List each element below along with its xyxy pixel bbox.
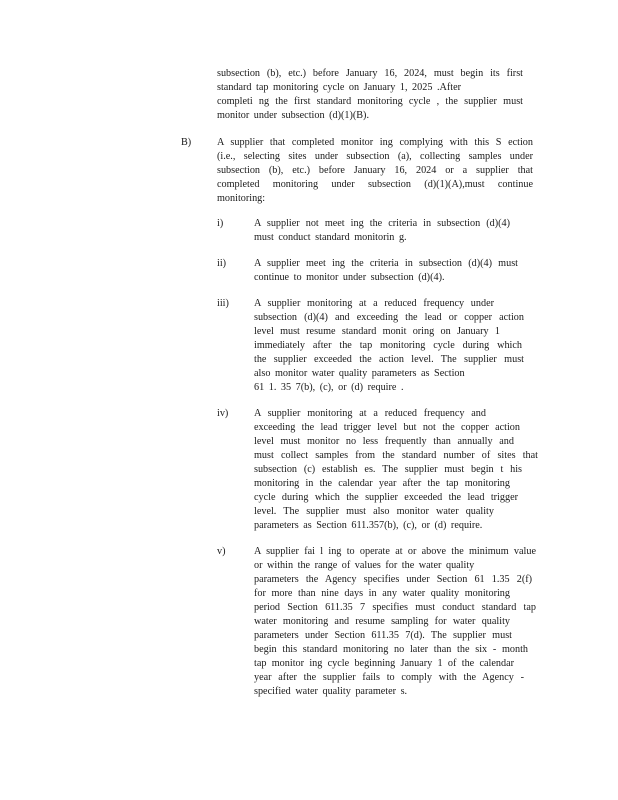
item-iii-line: 61 1. 35 7(b), (c), or (d) require . (254, 382, 404, 393)
item-iv-line: must collect samples from the standard number of sites that (254, 450, 538, 461)
item-iv-line: exceeding the lead trigger level but not the copper action (254, 422, 520, 433)
item-v-line: or within the range of values for the water quality (254, 560, 475, 571)
item-i-line: must conduct standard monitorin g. (254, 232, 407, 243)
item-v-line: A supplier fai l ing to operate at or above the minimum value (254, 546, 536, 557)
item-i-paragraph (254, 217, 510, 245)
item-iv-line: cycle during which the supplier exceeded the lead trigger (254, 492, 518, 503)
item-iv-paragraph (254, 407, 538, 533)
item-iii-line: the supplier exceeded the action level. The supplier must (254, 354, 524, 365)
section-b-line: subsection (b), etc.) before January 16, 2024 or a supplier that (217, 165, 533, 176)
item-i-label: i) (217, 218, 224, 229)
item-ii-line: continue to monitor under subsection (d)(4). (254, 272, 445, 283)
item-ii-line: A supplier meet ing the criteria in subsection (d)(4) must (254, 258, 518, 269)
item-iii-line: A supplier monitoring at a reduced frequency under (254, 298, 494, 309)
item-iv-line: level must monitor no less frequently than annually and (254, 436, 514, 447)
item-v-line: tap monitor ing cycle beginning January 1 of the calendar (254, 658, 514, 669)
intro-line: subsection (b), etc.) before January 16, 2024, must begin its first (217, 68, 523, 79)
intro-paragraph (217, 67, 523, 123)
item-iii-paragraph (254, 297, 524, 395)
section-b-line: monitoring: (217, 193, 266, 204)
item-iii-line: immediately after the tap monitoring cycle during which (254, 340, 522, 351)
item-iii-line: subsection (d)(4) and exceeding the lead or copper action (254, 312, 524, 323)
item-i-line: A supplier not meet ing the criteria in subsection (d)(4) (254, 218, 510, 229)
item-iv-line: subsection (c) establish es. The supplier must begin t his (254, 464, 522, 475)
section-b-paragraph (217, 136, 533, 206)
item-iii-label: iii) (217, 298, 229, 309)
item-iv-label: iv) (217, 408, 229, 419)
item-v-line: parameters the Agency specifies under Section 61 1.35 2(f) (254, 574, 532, 585)
intro-line: monitor under subsection (d)(1)(B). (217, 110, 369, 121)
item-v-label: v) (217, 546, 226, 557)
item-v-line: begin this standard monitoring no later than the six - month (254, 644, 528, 655)
item-v-line: specified water quality parameter s. (254, 686, 408, 697)
item-iii-line: also monitor water quality parameters as Section (254, 368, 465, 379)
item-v-line: for more than nine days in any water quality monitoring (254, 588, 510, 599)
section-b-line: completed monitoring under subsection (d)(1)(A),must continue (217, 179, 533, 190)
item-iv-line: A supplier monitoring at a reduced frequency and (254, 408, 486, 419)
item-v-line: water monitoring and resume sampling for water quality (254, 616, 510, 627)
item-iv-line: parameters as Section 611.357(b), (c), or (d) require. (254, 520, 483, 531)
item-ii-label: ii) (217, 258, 227, 269)
item-ii-paragraph (254, 257, 518, 285)
intro-line: standard tap monitoring cycle on January 1, 2025 .After (217, 82, 462, 93)
section-b-label: B) (181, 137, 192, 148)
item-iv-line: monitoring in the calendar year after the tap monitoring (254, 478, 510, 489)
intro-line: completi ng the first standard monitoring cycle , the supplier must (217, 96, 523, 107)
item-v-line: year after the supplier fails to comply with the Agency - (254, 672, 524, 683)
item-iv-line: level. The supplier must also monitor water quality (254, 506, 494, 517)
item-v-line: period Section 611.35 7 specifies must conduct standard tap (254, 602, 536, 613)
section-b-line: A supplier that completed monitor ing complying with this S ection (217, 137, 533, 148)
item-iii-line: level must resume standard monit oring on January 1 (254, 326, 500, 337)
item-v-paragraph (254, 545, 536, 699)
item-v-line: parameters under Section 611.35 7(d). The supplier must (254, 630, 512, 641)
section-b-line: (i.e., selecting sites under subsection (a), collecting samples under (217, 151, 533, 162)
